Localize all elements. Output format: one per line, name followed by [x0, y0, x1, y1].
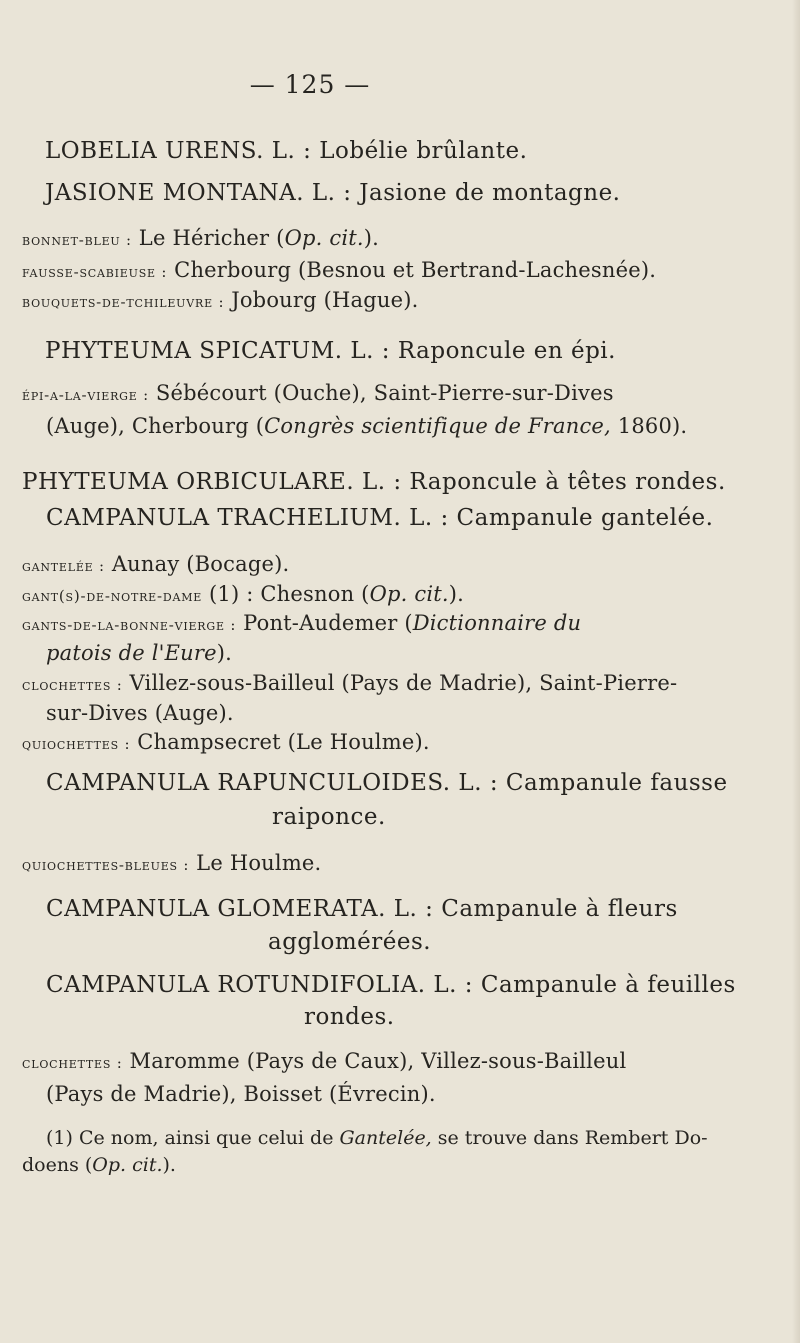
species-heading-continuation: agglomérées.	[268, 929, 432, 955]
vernacular-line: bonnet-bleu : Le Héricher (Op. cit.).	[22, 226, 380, 250]
vernacular-term: quiochettes-bleues :	[22, 856, 190, 874]
species-heading-continuation: rondes.	[304, 1004, 395, 1030]
vernacular-line: gant(s)-de-notre-dame (1) : Chesnon (Op. cit.).	[22, 582, 465, 606]
vernacular-term: épi-a-la-vierge :	[22, 386, 150, 404]
species-heading-campanula-glomerata: CAMPANULA GLOMERATA. L. : Campanule à fleurs	[46, 896, 678, 922]
vernacular-line: quiochettes : Champsecret (Le Houlme).	[22, 730, 430, 754]
vernacular-line: patois de l'Eure).	[46, 641, 233, 665]
vernacular-line: (Pays de Madrie), Boisset (Évrecin).	[46, 1082, 436, 1106]
species-heading-campanula-rapunculoides: CAMPANULA RAPUNCULOIDES. L. : Campanule fausse	[46, 770, 728, 796]
vernacular-term: quiochettes :	[22, 735, 131, 753]
footnote: (1) Ce nom, ainsi que celui de Gantelée, se trouve dans Rembert Do-	[46, 1127, 708, 1149]
vernacular-term: clochettes :	[22, 676, 123, 694]
vernacular-line: clochettes : Maromme (Pays de Caux), Villez-sous-Bailleul	[22, 1049, 627, 1073]
species-heading-jasione: JASIONE MONTANA. L. : Jasione de montagne.	[45, 180, 621, 206]
species-heading-phyteuma-spicatum: PHYTEUMA SPICATUM. L. : Raponcule en épi.	[45, 338, 616, 364]
vernacular-term: fausse-scabieuse :	[22, 263, 168, 281]
vernacular-term: clochettes :	[22, 1054, 123, 1072]
page-edge	[792, 0, 800, 1343]
species-heading-continuation: raiponce.	[272, 804, 386, 830]
vernacular-line: (Auge), Cherbourg (Congrès scientifique de France, 1860).	[46, 414, 688, 438]
footnote: doens (Op. cit.).	[22, 1154, 176, 1176]
vernacular-line: épi-a-la-vierge : Sébécourt (Ouche), Saint-Pierre-sur-Dives	[22, 381, 614, 405]
vernacular-term: bonnet-bleu :	[22, 231, 132, 249]
species-heading-phyteuma-orbiculare: PHYTEUMA ORBICULARE. L. : Raponcule à têtes rondes.	[22, 469, 726, 495]
page-number: — 125 —	[249, 70, 371, 99]
species-heading-lobelia: LOBELIA URENS. L. : Lobélie brûlante.	[45, 138, 528, 164]
vernacular-line: quiochettes-bleues : Le Houlme.	[22, 851, 322, 875]
vernacular-line: sur-Dives (Auge).	[46, 701, 234, 725]
vernacular-term: gantelée :	[22, 557, 105, 575]
species-heading-campanula-rotundifolia: CAMPANULA ROTUNDIFOLIA. L. : Campanule à feuilles	[46, 972, 736, 998]
vernacular-line: gantelée : Aunay (Bocage).	[22, 552, 290, 576]
vernacular-line: clochettes : Villez-sous-Bailleul (Pays de Madrie), Saint-Pierre-	[22, 671, 678, 695]
vernacular-term: gant(s)-de-notre-dame	[22, 587, 203, 605]
vernacular-line: bouquets-de-tchileuvre : Jobourg (Hague).	[22, 288, 419, 312]
vernacular-line: fausse-scabieuse : Cherbourg (Besnou et Bertrand-Lachesnée).	[22, 258, 657, 282]
species-heading-campanula-trachelium: CAMPANULA TRACHELIUM. L. : Campanule gantelée.	[46, 505, 714, 531]
vernacular-term: gants-de-la-bonne-vierge :	[22, 616, 237, 634]
vernacular-line: gants-de-la-bonne-vierge : Pont-Audemer (Dictionnaire du	[22, 611, 582, 635]
vernacular-term: bouquets-de-tchileuvre :	[22, 293, 225, 311]
